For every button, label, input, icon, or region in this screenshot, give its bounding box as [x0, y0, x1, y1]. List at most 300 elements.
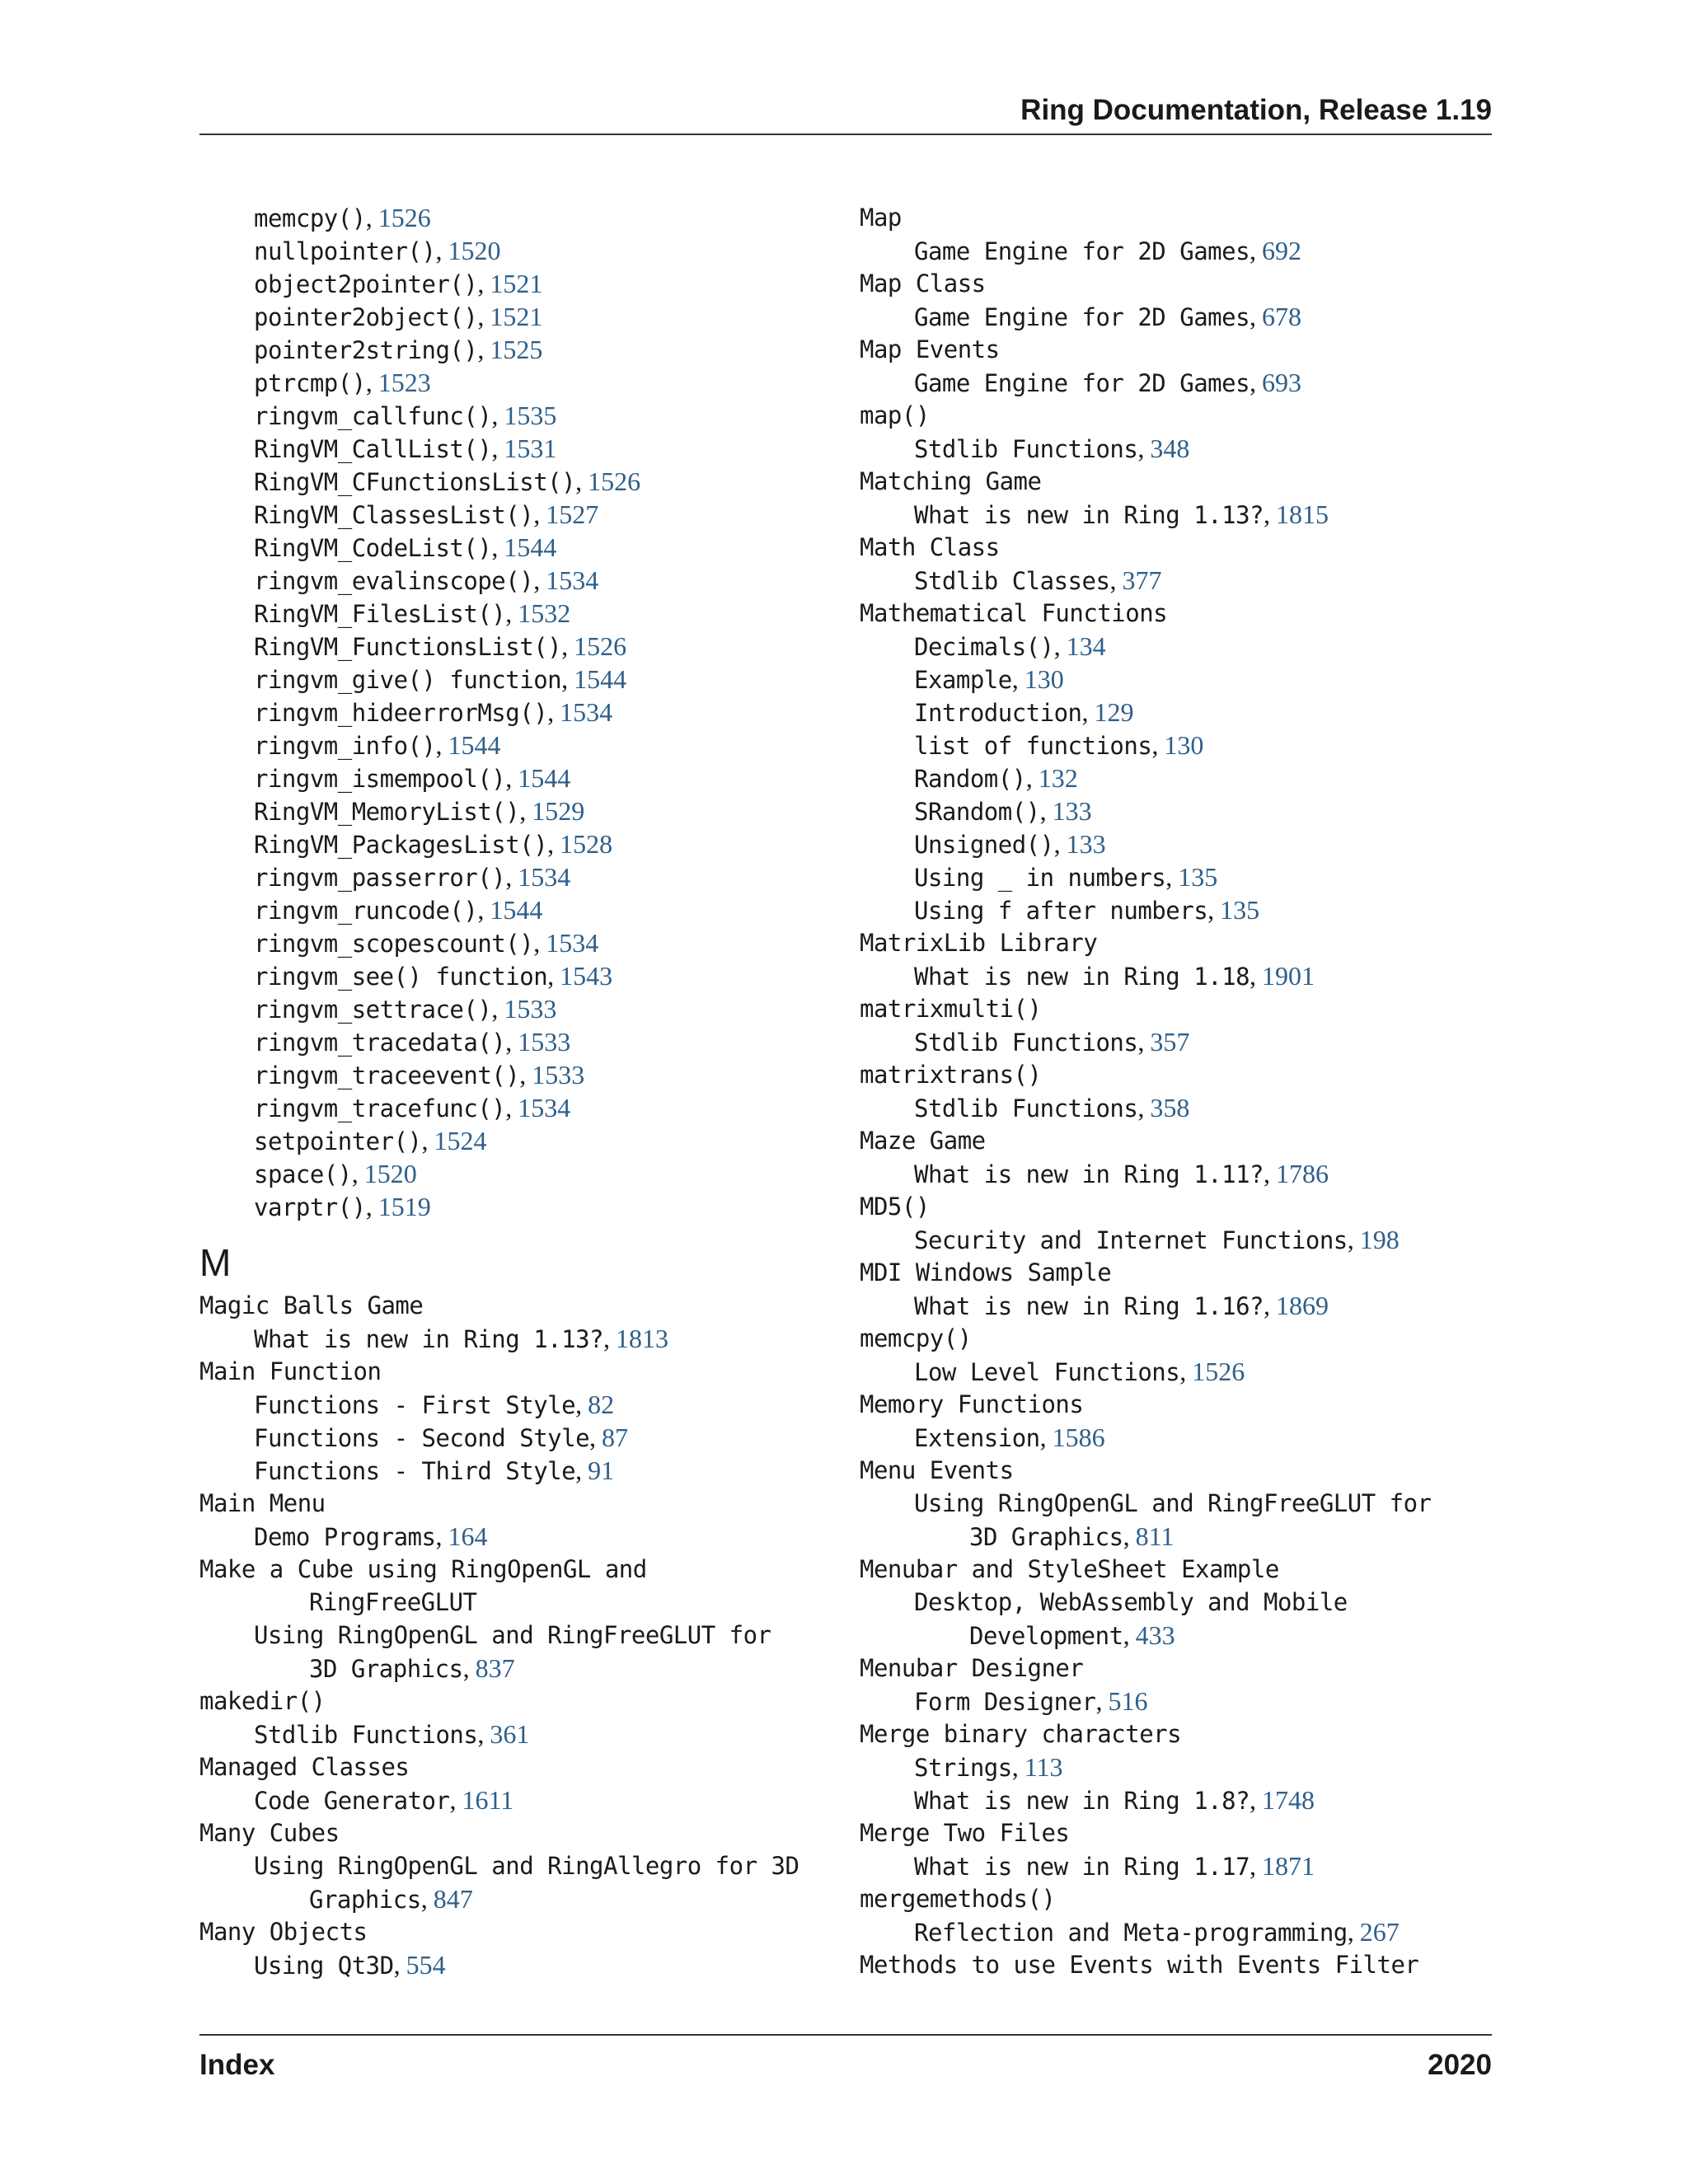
page-link[interactable]: 1529: [532, 796, 585, 826]
index-subentry: [860, 1915, 1503, 1948]
index-term: What is new in Ring 1.11?: [914, 1160, 1264, 1188]
index-term: Math Class: [860, 533, 1000, 561]
index-term: ringvm_tracefunc(): [254, 1094, 506, 1122]
index-entry: [860, 1190, 1503, 1223]
index-term: What is new in Ring 1.18: [914, 963, 1250, 991]
page-link[interactable]: 1534: [560, 697, 613, 727]
page-link[interactable]: 693: [1262, 368, 1302, 397]
index-term: Using Qt3D: [254, 1952, 394, 1980]
page-link[interactable]: 113: [1024, 1752, 1063, 1782]
page-link[interactable]: 1521: [490, 269, 543, 298]
index-subentry: [199, 663, 842, 696]
index-term: Stdlib Functions: [254, 1721, 478, 1749]
index-term: SRandom(): [914, 798, 1040, 826]
index-term: RingVM_FunctionsList(): [254, 633, 562, 661]
index-entry: [199, 1487, 842, 1520]
page-link[interactable]: 1534: [518, 1093, 571, 1122]
index-term: Demo Programs: [254, 1523, 436, 1551]
index-separator: ,: [449, 1785, 462, 1815]
index-term: ringvm_hideerrorMsg(): [254, 699, 548, 727]
index-subentry: [199, 992, 842, 1025]
index-term: Stdlib Classes: [914, 567, 1110, 595]
index-separator: ,: [491, 434, 504, 463]
index-term: What is new in Ring 1.8?: [914, 1787, 1250, 1815]
index-term: Using f after numbers: [914, 897, 1208, 925]
index-term: Stdlib Functions: [914, 1094, 1138, 1122]
page-link[interactable]: 516: [1108, 1686, 1148, 1716]
index-term: RingVM_PackagesList(): [254, 831, 548, 859]
index-term: pointer2string(): [254, 336, 478, 364]
index-entry: [860, 465, 1503, 498]
index-subentry: [199, 1091, 842, 1124]
page-link[interactable]: 433: [1135, 1620, 1175, 1650]
index-term: matrixtrans(): [860, 1061, 1042, 1089]
index-separator: ,: [420, 1884, 434, 1914]
index-subentry: [199, 498, 842, 531]
index-subentry: [860, 432, 1503, 465]
index-separator: ,: [533, 499, 546, 529]
index-entry: [860, 1124, 1503, 1157]
page-link[interactable]: 1527: [546, 499, 599, 529]
page-link[interactable]: 1813: [616, 1324, 668, 1353]
page-link[interactable]: 678: [1262, 302, 1302, 331]
index-subentry: [199, 300, 842, 333]
index-term: pointer2object(): [254, 303, 478, 331]
footer-section: Index: [199, 2049, 275, 2081]
page-link[interactable]: 1521: [490, 302, 543, 331]
page-link[interactable]: 133: [1052, 796, 1092, 826]
index-entry: [860, 1948, 1503, 1981]
page-link[interactable]: 1786: [1276, 1159, 1329, 1188]
index-subentry: [199, 1948, 842, 1981]
index-subentry: [199, 794, 842, 827]
index-term: Main Function: [199, 1357, 382, 1385]
index-term: Introduction: [914, 699, 1082, 727]
document-title: Ring Documentation, Release 1.19: [1020, 94, 1492, 126]
index-entry: [860, 399, 1503, 432]
index-subentry: [860, 663, 1503, 696]
index-separator: ,: [1250, 1851, 1263, 1881]
page-link[interactable]: 82: [588, 1390, 615, 1419]
index-subentry: [860, 794, 1503, 827]
index-entry: [860, 1388, 1503, 1421]
index-entry: [860, 531, 1503, 564]
index-subentry: [199, 762, 842, 794]
index-term: Menu Events: [860, 1456, 1014, 1484]
index-separator: ,: [477, 895, 490, 925]
index-separator: ,: [365, 368, 378, 397]
index-subentry: [860, 762, 1503, 794]
page-link[interactable]: 1533: [518, 1027, 571, 1057]
index-separator: ,: [1039, 796, 1053, 826]
index-subentry: [199, 959, 842, 992]
index-subentry: [860, 1487, 1503, 1520]
index-separator: ,: [1095, 1686, 1109, 1716]
index-subentry: [199, 1586, 842, 1619]
page-link[interactable]: 135: [1178, 862, 1218, 892]
index-subentry: [860, 1619, 1503, 1652]
page-link[interactable]: 133: [1066, 829, 1106, 859]
index-term: What is new in Ring 1.16?: [914, 1292, 1264, 1320]
index-subentry: [199, 1652, 842, 1685]
page-link[interactable]: 1544: [504, 532, 557, 562]
index-term: RingVM_MemoryList(): [254, 798, 520, 826]
page-link[interactable]: 361: [490, 1719, 530, 1749]
index-entry: [860, 1882, 1503, 1915]
index-separator: ,: [491, 994, 504, 1024]
index-separator: ,: [435, 730, 448, 760]
page-link[interactable]: 1531: [504, 434, 557, 463]
index-term: Functions - Third Style: [254, 1457, 576, 1485]
index-term: Menubar and StyleSheet Example: [860, 1555, 1279, 1583]
index-separator: ,: [1264, 1159, 1276, 1188]
index-subentry: [860, 1520, 1503, 1553]
index-term: Desktop, WebAssembly and Mobile: [914, 1588, 1348, 1616]
index-term: Random(): [914, 765, 1026, 793]
index-term: ringvm_give() function: [254, 666, 562, 694]
index-subentry: [199, 531, 842, 564]
index-term: Stdlib Functions: [914, 1029, 1138, 1057]
index-subentry: [199, 1058, 842, 1091]
index-column-right: [860, 201, 1503, 1981]
page-link[interactable]: 1534: [546, 928, 599, 958]
index-term: Managed Classes: [199, 1753, 410, 1781]
index-separator: ,: [505, 1027, 518, 1057]
index-term: Extension: [914, 1424, 1040, 1452]
index-term: ringvm_traceevent(): [254, 1062, 520, 1090]
index-separator: ,: [505, 862, 518, 892]
index-term: Make a Cube using RingOpenGL and: [199, 1555, 647, 1583]
index-separator: ,: [1207, 895, 1221, 925]
page-link[interactable]: 554: [406, 1950, 446, 1980]
page-link[interactable]: 267: [1359, 1917, 1400, 1947]
page-link[interactable]: 1534: [518, 862, 571, 892]
index-subentry: [199, 696, 842, 729]
index-subentry: [860, 1783, 1503, 1816]
page-link[interactable]: 1528: [560, 829, 613, 859]
index-separator: ,: [547, 697, 560, 727]
index-subentry: [860, 1289, 1503, 1322]
page-link[interactable]: 1533: [504, 994, 557, 1024]
index-separator: ,: [477, 302, 490, 331]
index-term: Game Engine for 2D Games: [914, 369, 1250, 397]
page-link[interactable]: 847: [433, 1884, 473, 1914]
index-term: ringvm_ismempool(): [254, 765, 506, 793]
index-subentry: [860, 300, 1503, 333]
index-entry: [199, 1816, 842, 1849]
index-subentry: [199, 893, 842, 926]
index-term: Main Menu: [199, 1489, 326, 1517]
page-footer: [199, 2034, 1492, 2082]
index-entry: [860, 1816, 1503, 1849]
page-link[interactable]: 130: [1164, 730, 1204, 760]
index-term: MatrixLib Library: [860, 929, 1098, 957]
index-subentry: [860, 1750, 1503, 1783]
index-separator: ,: [1011, 1752, 1025, 1782]
page-link[interactable]: 1525: [490, 335, 543, 364]
page-link[interactable]: 91: [588, 1455, 615, 1485]
index-term: memcpy(): [860, 1324, 972, 1352]
index-letter-heading: M: [199, 1241, 232, 1284]
index-separator: ,: [575, 1390, 588, 1419]
index-term: object2pointer(): [254, 270, 478, 298]
index-separator: ,: [435, 236, 448, 265]
index-separator: ,: [505, 598, 518, 628]
index-term: mergemethods(): [860, 1885, 1056, 1913]
index-subentry: [199, 564, 842, 597]
page-link[interactable]: 692: [1262, 236, 1302, 265]
index-separator: ,: [533, 928, 546, 958]
page-link[interactable]: 132: [1038, 763, 1078, 793]
index-subentry: [199, 1849, 842, 1882]
index-term: memcpy(): [254, 204, 366, 232]
index-subentry: [199, 234, 842, 267]
page-link[interactable]: 1544: [448, 730, 501, 760]
index-subentry: [860, 1421, 1503, 1454]
index-term: ringvm_see() function: [254, 963, 548, 991]
index-separator: ,: [575, 466, 588, 496]
index-term: What is new in Ring 1.13?: [254, 1325, 603, 1353]
index-separator: ,: [1179, 1357, 1193, 1386]
index-subentry: [199, 1619, 842, 1652]
page-link[interactable]: 130: [1024, 664, 1064, 694]
page-link[interactable]: 198: [1359, 1225, 1400, 1254]
index-term: ringvm_passerror(): [254, 864, 506, 892]
index-separator: ,: [519, 796, 532, 826]
index-separator: ,: [1347, 1225, 1360, 1254]
index-term: Unsigned(): [914, 831, 1054, 859]
index-entry: [860, 267, 1503, 300]
index-term: Maze Game: [860, 1127, 986, 1155]
index-subentry: [199, 1454, 842, 1487]
index-term: ptrcmp(): [254, 369, 366, 397]
index-separator: ,: [1123, 1521, 1136, 1551]
index-subentry: [199, 926, 842, 959]
index-subentry: [860, 696, 1503, 729]
page-link[interactable]: 1526: [377, 203, 431, 232]
page-link[interactable]: 1544: [574, 664, 627, 694]
index-term: Functions - Second Style: [254, 1424, 590, 1452]
index-subentry: [199, 860, 842, 893]
index-subentry: [860, 959, 1503, 992]
index-subentry: [199, 1322, 842, 1355]
index-separator: ,: [1250, 961, 1263, 991]
index-subentry: [199, 432, 842, 465]
index-separator: ,: [547, 961, 560, 991]
index-term: Development: [969, 1622, 1123, 1650]
index-term: What is new in Ring 1.13?: [914, 501, 1264, 529]
index-separator: ,: [1137, 1093, 1151, 1122]
index-term: RingVM_CodeList(): [254, 534, 492, 562]
index-term: map(): [860, 401, 930, 429]
index-term: list of functions: [914, 732, 1152, 760]
index-term: makedir(): [199, 1687, 326, 1715]
index-entry: [860, 1718, 1503, 1750]
page-link[interactable]: 1519: [377, 1192, 431, 1221]
index-separator: ,: [505, 1093, 518, 1122]
index-separator: ,: [1053, 829, 1067, 859]
index-term: Game Engine for 2D Games: [914, 303, 1250, 331]
index-separator: ,: [1264, 499, 1276, 529]
page-link[interactable]: 164: [448, 1521, 488, 1551]
index-term: ringvm_info(): [254, 732, 436, 760]
page-link[interactable]: 837: [475, 1653, 515, 1683]
index-subentry: [199, 201, 842, 234]
index-term: Form Designer: [914, 1688, 1096, 1716]
index-separator: ,: [1151, 730, 1165, 760]
index-separator: ,: [1137, 1027, 1151, 1057]
index-entry: [860, 333, 1503, 366]
page-link[interactable]: 811: [1135, 1521, 1175, 1551]
index-term: ringvm_runcode(): [254, 897, 478, 925]
index-subentry: [199, 827, 842, 860]
index-subentry: [199, 267, 842, 300]
index-separator: ,: [393, 1950, 406, 1980]
index-separator: ,: [589, 1422, 603, 1452]
page-link[interactable]: 357: [1150, 1027, 1190, 1057]
page-link[interactable]: 1523: [377, 368, 431, 397]
index-term: MDI Windows Sample: [860, 1258, 1112, 1286]
index-subentry: [199, 1783, 842, 1816]
index-subentry: [199, 1882, 842, 1915]
page-link[interactable]: 1544: [518, 763, 571, 793]
page-link[interactable]: 358: [1150, 1093, 1190, 1122]
index-separator: ,: [1081, 697, 1095, 727]
index-subentry: [199, 399, 842, 432]
index-term: Graphics: [309, 1886, 421, 1914]
index-term: Using RingOpenGL and RingAllegro for 3D: [254, 1852, 799, 1880]
index-subentry: [860, 1355, 1503, 1388]
page-link[interactable]: 134: [1066, 631, 1106, 661]
index-term: MD5(): [860, 1193, 930, 1221]
page-link[interactable]: 1534: [546, 565, 599, 595]
index-separator: ,: [1109, 565, 1123, 595]
index-separator: ,: [477, 269, 490, 298]
index-entry: [199, 1750, 842, 1783]
index-entry: [860, 1256, 1503, 1289]
index-subentry: [860, 498, 1503, 531]
index-subentry: [860, 1685, 1503, 1718]
index-term: 3D Graphics: [309, 1655, 463, 1683]
page-link[interactable]: 1748: [1262, 1785, 1315, 1815]
index-entry: [199, 1355, 842, 1388]
index-separator: ,: [519, 1060, 532, 1090]
index-subentry: [860, 1586, 1503, 1619]
index-entry: [199, 1553, 842, 1586]
index-entry: [199, 1289, 842, 1322]
index-separator: ,: [1264, 1291, 1276, 1320]
index-term: Using RingOpenGL and RingFreeGLUT for: [254, 1621, 771, 1649]
page-link[interactable]: 1901: [1262, 961, 1315, 991]
page-link[interactable]: 135: [1220, 895, 1260, 925]
index-separator: ,: [365, 203, 378, 232]
index-subentry: [199, 729, 842, 762]
index-separator: ,: [505, 763, 518, 793]
index-separator: ,: [1039, 1422, 1053, 1452]
page-link[interactable]: 1586: [1052, 1422, 1105, 1452]
index-subentry: [199, 1190, 842, 1223]
page-link[interactable]: 1532: [518, 598, 571, 628]
index-subentry: [199, 333, 842, 366]
page-link[interactable]: 1526: [1192, 1357, 1245, 1386]
index-term: ringvm_scopescount(): [254, 930, 534, 958]
index-separator: ,: [421, 1126, 434, 1155]
index-subentry: [860, 729, 1503, 762]
index-term: Merge Two Files: [860, 1819, 1070, 1847]
index-term: Reflection and Meta-programming: [914, 1919, 1348, 1947]
index-subentry: [860, 1849, 1503, 1882]
index-subentry: [860, 1223, 1503, 1256]
page-link[interactable]: 1520: [448, 236, 501, 265]
index-term: space(): [254, 1160, 352, 1188]
page-link[interactable]: 1611: [462, 1785, 514, 1815]
index-separator: ,: [1250, 1785, 1263, 1815]
index-term: Security and Internet Functions: [914, 1226, 1348, 1254]
page-link[interactable]: 129: [1094, 697, 1134, 727]
index-subentry: [199, 1421, 842, 1454]
index-column-left: [199, 201, 842, 1981]
index-subentry: [860, 366, 1503, 399]
page-link[interactable]: 1543: [560, 961, 613, 991]
page-link[interactable]: 348: [1150, 434, 1190, 463]
index-entry: [860, 1454, 1503, 1487]
index-separator: ,: [575, 1455, 588, 1485]
index-term: What is new in Ring 1.17: [914, 1853, 1250, 1881]
index-entry: [860, 597, 1503, 630]
index-term: Strings: [914, 1754, 1012, 1782]
index-separator: ,: [1165, 862, 1179, 892]
index-separator: ,: [1250, 302, 1263, 331]
page-link[interactable]: 1526: [574, 631, 627, 661]
page-link[interactable]: 1535: [504, 401, 557, 430]
page-link[interactable]: 1533: [532, 1060, 585, 1090]
page-link[interactable]: 1871: [1262, 1851, 1315, 1881]
index-entry: [860, 992, 1503, 1025]
index-term: Stdlib Functions: [914, 435, 1138, 463]
index-term: Map Class: [860, 269, 986, 298]
index-subentry: [860, 1025, 1503, 1058]
index-term: nullpointer(): [254, 237, 436, 265]
index-term: Low Level Functions: [914, 1358, 1180, 1386]
index-subentry: [199, 366, 842, 399]
index-term: RingVM_FilesList(): [254, 600, 506, 628]
page-link[interactable]: 1544: [490, 895, 543, 925]
index-separator: ,: [561, 664, 574, 694]
index-subentry: [860, 893, 1503, 926]
index-subentry: [199, 630, 842, 663]
index-subentry: [199, 1025, 842, 1058]
index-separator: ,: [561, 631, 574, 661]
page-link[interactable]: 1815: [1276, 499, 1329, 529]
index-subentry: [860, 564, 1503, 597]
index-term: ringvm_settrace(): [254, 996, 492, 1024]
page-link[interactable]: 1524: [434, 1126, 487, 1155]
page-link[interactable]: 377: [1122, 565, 1162, 595]
index-term: Matching Game: [860, 467, 1042, 495]
index-term: Using RingOpenGL and RingFreeGLUT for: [914, 1489, 1432, 1517]
page-link[interactable]: 87: [602, 1422, 629, 1452]
index-term: Menubar Designer: [860, 1654, 1084, 1682]
page-link[interactable]: 1526: [588, 466, 641, 496]
index-term: Example: [914, 666, 1012, 694]
page-link[interactable]: 1520: [363, 1159, 417, 1188]
index-subentry: [860, 860, 1503, 893]
index-term: ringvm_tracedata(): [254, 1029, 506, 1057]
index-separator: ,: [1025, 763, 1039, 793]
index-separator: ,: [491, 532, 504, 562]
index-separator: ,: [1053, 631, 1067, 661]
page-link[interactable]: 1869: [1276, 1291, 1329, 1320]
